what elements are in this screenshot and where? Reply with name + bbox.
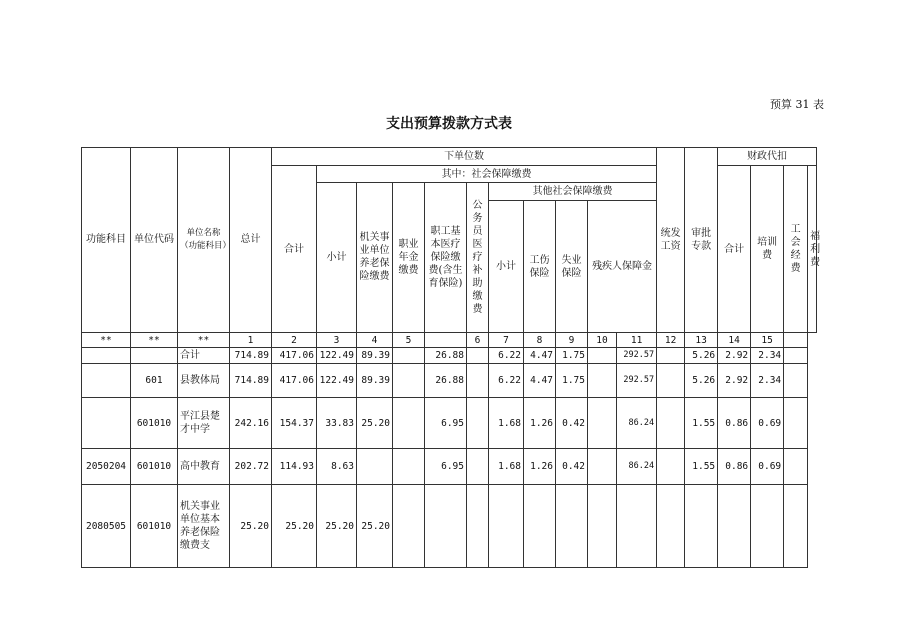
- cell-c14: 2.34: [751, 348, 784, 363]
- cell-c13: 0.86: [718, 398, 751, 449]
- cell-c5b: [467, 485, 489, 568]
- cell-name: 平江县楚才中学: [178, 398, 230, 449]
- cell-c11: [657, 348, 685, 363]
- cell-c1: 417.06: [272, 348, 317, 363]
- col-other-xiaoji: 小计: [489, 201, 524, 333]
- cell-c15: [784, 363, 808, 398]
- cell-total: 714.89: [230, 363, 272, 398]
- cell-c9: [588, 449, 617, 485]
- col-unit-name: 单位名称（功能科目）: [178, 148, 230, 333]
- cell-c9: [588, 485, 617, 568]
- cell-total: 714.89: [230, 348, 272, 363]
- cell-name: 县教体局: [178, 363, 230, 398]
- cell-c4: [393, 348, 425, 363]
- cell-c5b: [467, 363, 489, 398]
- budget-table: [81, 147, 821, 568]
- cell-c11: [657, 398, 685, 449]
- col-func-subject: 功能科目: [82, 148, 131, 333]
- cell-c8: 0.42: [556, 398, 588, 449]
- col-medical: 职工基本医疗保险缴费(含生育保险): [425, 182, 467, 332]
- col-civil-medical: 公务员医疗补助缴费: [467, 182, 489, 332]
- table-row: [82, 348, 817, 363]
- cell-c2: 33.83: [317, 398, 357, 449]
- col-unemployment: 失业保险: [556, 201, 588, 333]
- col-lower-units: 下单位数: [272, 148, 657, 166]
- cell-c5b: [467, 449, 489, 485]
- cell-c9: [588, 363, 617, 398]
- cell-c6: 6.22: [489, 363, 524, 398]
- cell-c11: [657, 449, 685, 485]
- index-cell: 13: [685, 332, 718, 347]
- cell-c5: 26.88: [425, 363, 467, 398]
- cell-c12: [685, 485, 718, 568]
- cell-c2: 25.20: [317, 485, 357, 568]
- cell-c12: 1.55: [685, 449, 718, 485]
- cell-c10: 86.24: [617, 449, 657, 485]
- table-row: [82, 363, 817, 398]
- cell-c13: 2.92: [718, 363, 751, 398]
- cell-c4: [393, 363, 425, 398]
- cell-c12: 5.26: [685, 363, 718, 398]
- index-cell: 4: [357, 332, 393, 347]
- index-cell: 6: [467, 332, 489, 347]
- col-other-social: 其他社会保障缴费: [489, 182, 657, 200]
- cell-c10: 86.24: [617, 398, 657, 449]
- cell-c4: [393, 485, 425, 568]
- cell-code: 601010: [131, 485, 178, 568]
- cell-code: 601: [131, 363, 178, 398]
- index-cell: 15: [751, 332, 784, 347]
- cell-c7: 4.47: [524, 363, 556, 398]
- cell-code: [131, 348, 178, 363]
- cell-c3: 89.39: [357, 348, 393, 363]
- cell-c5: 26.88: [425, 348, 467, 363]
- cell-c7: [524, 485, 556, 568]
- cell-c14: 0.69: [751, 449, 784, 485]
- col-pension: 机关事业单位养老保险缴费: [357, 182, 393, 332]
- cell-c5: 6.95: [425, 449, 467, 485]
- cell-c7: 1.26: [524, 449, 556, 485]
- cell-c14: [751, 485, 784, 568]
- cell-func: 2050204: [82, 449, 131, 485]
- index-cell: 14: [718, 332, 751, 347]
- col-heji: 合计: [272, 166, 317, 333]
- cell-c9: [588, 398, 617, 449]
- col-including-social: 其中：社会保障缴费: [317, 166, 657, 182]
- index-cell: 7: [489, 332, 524, 347]
- cell-c11: [657, 485, 685, 568]
- cell-c5: 6.95: [425, 398, 467, 449]
- col-unit-code: 单位代码: [131, 148, 178, 333]
- cell-c4: [393, 398, 425, 449]
- index-cell: 1: [230, 332, 272, 347]
- cell-c3: [357, 449, 393, 485]
- cell-func: [82, 348, 131, 363]
- cell-c3: 25.20: [357, 485, 393, 568]
- col-finance-agent: 财政代扣: [718, 148, 817, 166]
- cell-c6: 1.68: [489, 449, 524, 485]
- col-union: 工会经费: [784, 166, 808, 333]
- cell-c8: 1.75: [556, 348, 588, 363]
- cell-c8: 1.75: [556, 363, 588, 398]
- col-approved: 审批专款: [685, 148, 718, 333]
- cell-c5: [425, 485, 467, 568]
- col-unified-salary: 统发工资: [657, 148, 685, 333]
- cell-c11: [657, 363, 685, 398]
- cell-total: 25.20: [230, 485, 272, 568]
- index-row: [82, 332, 817, 347]
- index-cell: **: [131, 332, 178, 347]
- cell-name: 合计: [178, 348, 230, 363]
- index-cell: [784, 332, 808, 347]
- cell-c4: [393, 449, 425, 485]
- cell-c3: 25.20: [357, 398, 393, 449]
- cell-c2: 122.49: [317, 363, 357, 398]
- index-cell: 11: [617, 332, 657, 347]
- cell-func: [82, 363, 131, 398]
- cell-c15: [784, 348, 808, 363]
- cell-c1: 114.93: [272, 449, 317, 485]
- cell-c5b: [467, 398, 489, 449]
- index-cell: [425, 332, 467, 347]
- cell-c15: [784, 485, 808, 568]
- cell-name: 高中教育: [178, 449, 230, 485]
- cell-func: 2080505: [82, 485, 131, 568]
- cell-c1: 25.20: [272, 485, 317, 568]
- table-row: [82, 485, 817, 568]
- col-welfare: 福利费: [808, 166, 817, 333]
- cell-c13: [718, 485, 751, 568]
- cell-c14: 0.69: [751, 398, 784, 449]
- col-annuity: 职业年金缴费: [393, 182, 425, 332]
- table-row: [82, 398, 817, 449]
- cell-c5b: [467, 348, 489, 363]
- col-injury: 工伤保险: [524, 201, 556, 333]
- cell-c6: [489, 485, 524, 568]
- cell-c7: 1.26: [524, 398, 556, 449]
- index-cell: 10: [588, 332, 617, 347]
- cell-c6: 1.68: [489, 398, 524, 449]
- index-cell: 8: [524, 332, 556, 347]
- cell-c10: [617, 485, 657, 568]
- col-xiaoji: 小计: [317, 182, 357, 332]
- cell-c9: [588, 348, 617, 363]
- index-cell: 2: [272, 332, 317, 347]
- cell-c10: 292.57: [617, 348, 657, 363]
- cell-c6: 6.22: [489, 348, 524, 363]
- cell-c12: 5.26: [685, 348, 718, 363]
- cell-c13: 2.92: [718, 348, 751, 363]
- cell-c12: 1.55: [685, 398, 718, 449]
- cell-c1: 417.06: [272, 363, 317, 398]
- cell-c8: 0.42: [556, 449, 588, 485]
- cell-c2: 8.63: [317, 449, 357, 485]
- index-cell: **: [82, 332, 131, 347]
- cell-c15: [784, 398, 808, 449]
- col-fa-heji: 合计: [718, 166, 751, 333]
- index-cell: **: [178, 332, 230, 347]
- cell-code: 601010: [131, 449, 178, 485]
- cell-c10: 292.57: [617, 363, 657, 398]
- cell-code: 601010: [131, 398, 178, 449]
- table-row: [82, 449, 817, 485]
- page-label: 预算 31 表: [770, 98, 824, 111]
- cell-c14: 2.34: [751, 363, 784, 398]
- cell-total: 242.16: [230, 398, 272, 449]
- col-disabled: 残疾人保障金: [588, 201, 657, 333]
- col-total: 总计: [230, 148, 272, 333]
- col-training: 培训费: [751, 166, 784, 333]
- cell-c1: 154.37: [272, 398, 317, 449]
- header-row-1: [82, 148, 817, 166]
- cell-c8: [556, 485, 588, 568]
- cell-name: 机关事业单位基本养老保险缴费支: [178, 485, 230, 568]
- index-cell: 12: [657, 332, 685, 347]
- cell-c2: 122.49: [317, 348, 357, 363]
- index-cell: 3: [317, 332, 357, 347]
- cell-c3: 89.39: [357, 363, 393, 398]
- cell-c7: 4.47: [524, 348, 556, 363]
- cell-c13: 0.86: [718, 449, 751, 485]
- cell-c15: [784, 449, 808, 485]
- cell-total: 202.72: [230, 449, 272, 485]
- index-cell: 9: [556, 332, 588, 347]
- page-title: 支出预算拨款方式表: [386, 116, 512, 132]
- cell-func: [82, 398, 131, 449]
- index-cell: 5: [393, 332, 425, 347]
